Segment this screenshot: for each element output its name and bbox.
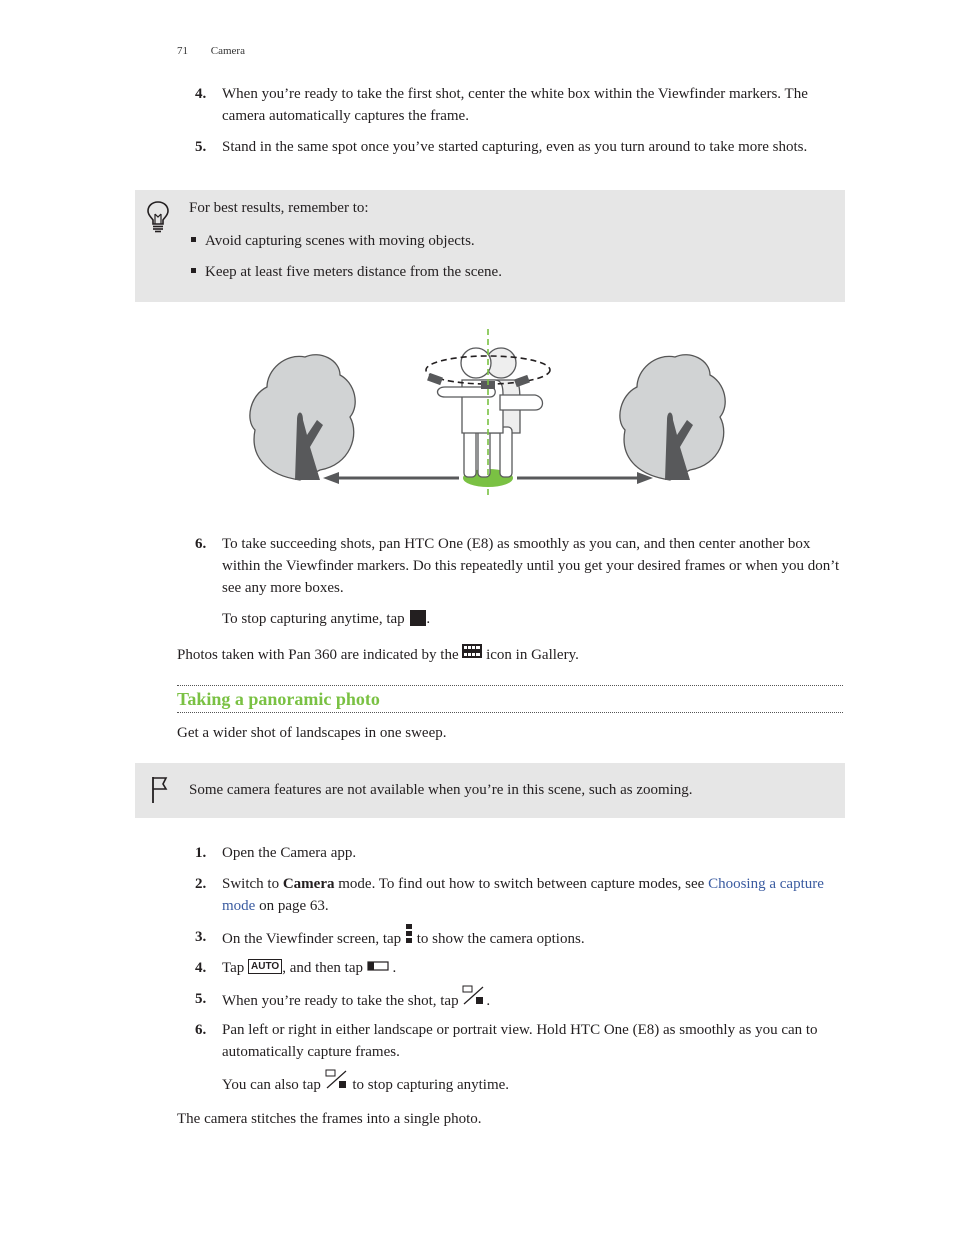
step-4b <box>195 957 845 980</box>
stop-capturing-tip: To stop capturing anytime, tap . <box>222 611 431 627</box>
step-2 <box>195 873 845 917</box>
heading-rule-bottom <box>177 712 843 713</box>
step-number: 2. <box>195 876 207 892</box>
step-text: When you’re ready to take the first shot, center the white box within the Viewfinder markers. The camera automatically captures the frame. <box>222 86 808 124</box>
step-5b <box>195 988 845 1015</box>
auto-mode-icon: AUTO <box>248 959 282 974</box>
bullet-marker <box>191 237 196 242</box>
step-6 <box>195 533 845 630</box>
camera-mode-label: Camera <box>282 876 335 892</box>
lightbulb-icon <box>146 200 170 239</box>
panorama-mode-icon <box>367 956 389 978</box>
step-5 <box>195 136 845 158</box>
section-intro: Get a wider shot of landscapes in one sweep. <box>177 725 447 741</box>
step-text: Tap AUTO , and then tap . <box>222 957 845 980</box>
shutter-stop-icon <box>462 985 486 1012</box>
step-3 <box>195 926 845 953</box>
step-4 <box>195 83 845 127</box>
section-name: Camera <box>210 45 245 57</box>
note-text: Some camera features are not available when you’re in this scene, such as zooming. <box>189 782 693 798</box>
page-header <box>177 45 245 57</box>
tip-bullet: Avoid capturing scenes with moving objects. <box>191 230 475 252</box>
step-number: 4. <box>195 86 207 102</box>
tip-bullet: Keep at least five meters distance from the scene. <box>191 261 502 283</box>
step-number: 1. <box>195 845 207 861</box>
step-number: 6. <box>195 536 207 552</box>
pan360-gallery-note: Photos taken with Pan 360 are indicated by the icon in Gallery. <box>177 644 579 667</box>
step-number: 3. <box>195 929 207 945</box>
section-heading: Taking a panoramic photo <box>177 689 380 709</box>
pan-360-illustration <box>245 325 735 502</box>
page-number: 71 <box>177 45 188 57</box>
step-text: When you’re ready to take the shot, tap . <box>222 988 845 1015</box>
stop-icon <box>410 610 426 626</box>
step-number: 5. <box>195 139 207 155</box>
step-number: 6. <box>195 1022 207 1038</box>
step-number: 4. <box>195 960 207 976</box>
closing-paragraph: The camera stitches the frames into a single photo. <box>177 1111 482 1127</box>
step-6b <box>195 1019 845 1099</box>
tip-intro: For best results, remember to: <box>189 200 369 216</box>
pan360-gallery-icon <box>462 643 482 665</box>
flag-icon <box>150 775 170 810</box>
step-text: On the Viewfinder screen, tap to show the camera options. <box>222 926 845 953</box>
step-1 <box>195 842 845 864</box>
more-options-icon <box>405 924 413 951</box>
step-text: To take succeeding shots, pan HTC One (E8) as smoothly as you can, and then center another box within the Viewfinder markers. Do this repeatedly until you get your desired frames or when you don’t see any more boxes. <box>222 536 840 596</box>
step-text: Open the Camera app. <box>222 845 357 861</box>
step-text: Pan left or right in either landscape or portrait view. Hold HTC One (E8) as smoothly as you can to automatically capture frames. <box>222 1022 818 1060</box>
stop-capturing-tip: You can also tap to stop capturing anytime. <box>222 1072 845 1099</box>
heading-rule-top <box>177 685 843 686</box>
choosing-capture-mode-link[interactable]: Choosing a capture mode <box>222 876 824 914</box>
step-text: Stand in the same spot once you’ve started capturing, even as you turn around to take more shots. <box>222 139 808 155</box>
step-text: Switch to Camera mode. To find out how to switch between capture modes, see Choosing a capture mode on page 63. <box>222 876 824 914</box>
step-number: 5. <box>195 991 207 1007</box>
bullet-marker <box>191 268 196 273</box>
shutter-stop-icon <box>325 1069 349 1096</box>
